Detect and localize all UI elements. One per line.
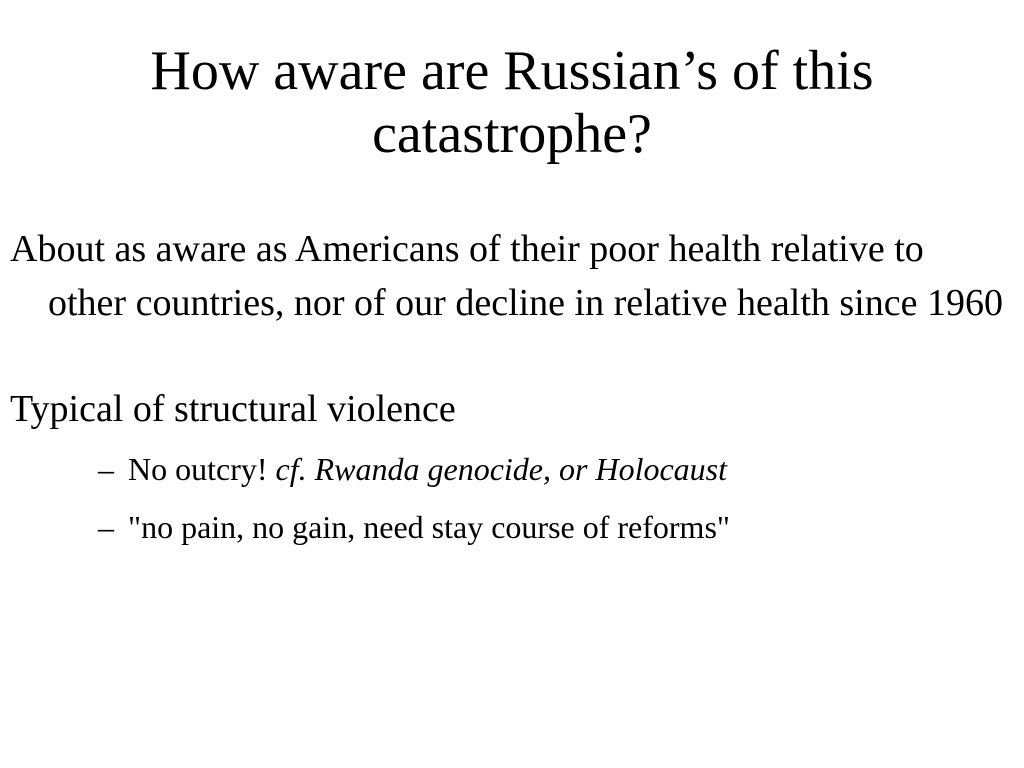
bullet-structural-violence: [10, 382, 1010, 556]
bullet-awareness-text: About as aware as Americans of their poor health relative to other countries, nor of our decline in relative health since 1960: [10, 228, 1003, 324]
slide-title: [0, 40, 1024, 166]
sub-bullet-no-pain-text: "no pain, no gain, need stay course of reforms": [128, 509, 730, 545]
sub-bullet-no-outcry-text: No outcry!: [128, 451, 276, 487]
slide-title-line-1: How aware are Russian’s of this: [150, 40, 874, 102]
bullet-awareness: [10, 222, 1010, 330]
sub-bullet-no-outcry-italic: cf. Rwanda genocide, or Holocaust: [275, 451, 727, 487]
sub-bullet-list: [48, 440, 1010, 556]
slide-title-line-2: catastrophe?: [372, 103, 652, 165]
bullet-structural-violence-text: Typical of structural violence: [10, 388, 456, 430]
dash-marker: –: [98, 509, 114, 545]
sub-bullet-no-outcry: [98, 440, 1010, 498]
slide-body: [10, 222, 1010, 556]
sub-bullet-no-pain: [98, 498, 1010, 556]
dash-marker: –: [98, 451, 114, 487]
